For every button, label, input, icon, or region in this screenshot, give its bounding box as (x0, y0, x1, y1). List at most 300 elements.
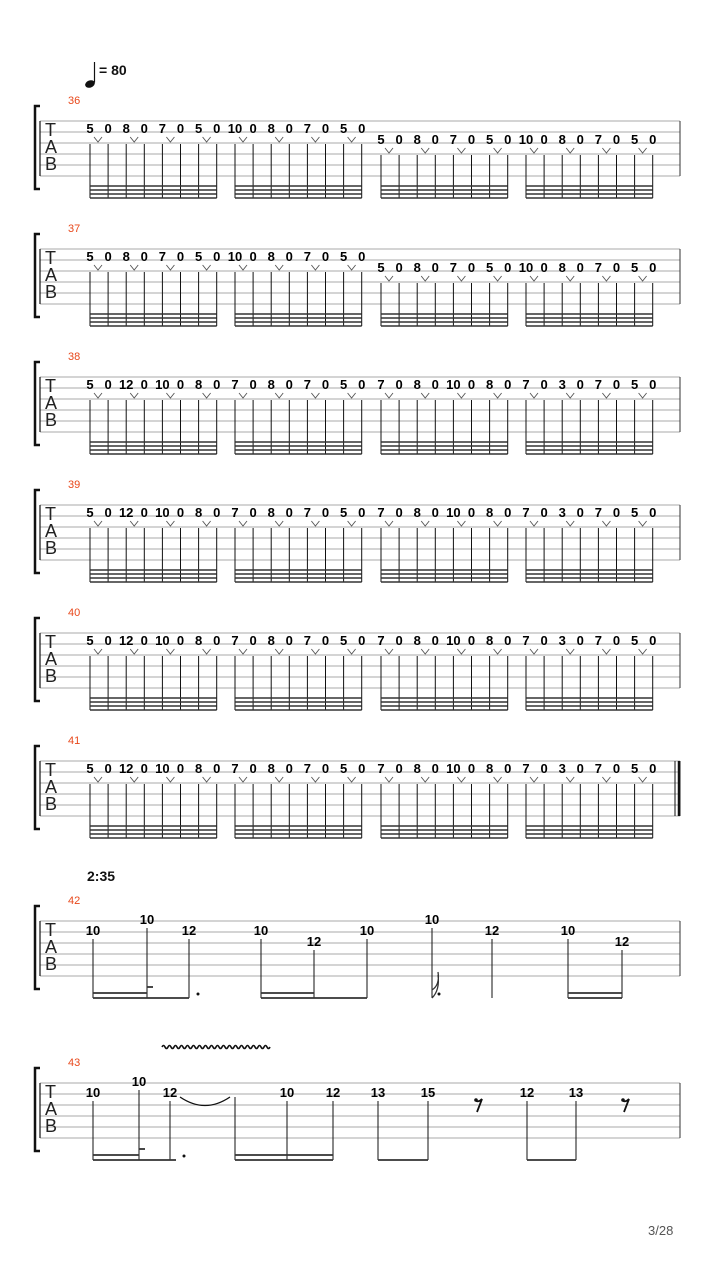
downstroke-icon (130, 137, 138, 142)
fret-number: 0 (612, 377, 621, 392)
fret-number: 7 (594, 132, 603, 147)
fret-number: 0 (176, 633, 185, 648)
downstroke-icon (457, 649, 465, 654)
downstroke-icon (639, 276, 647, 281)
fret-number: 0 (176, 121, 185, 136)
fret-number: 7 (231, 505, 239, 520)
fret-number: 0 (612, 260, 621, 275)
fret-number: 0 (467, 132, 476, 147)
fret-number: 5 (630, 132, 639, 147)
downstroke-icon (130, 265, 138, 270)
downstroke-icon (166, 393, 174, 398)
fret-number: 7 (522, 761, 530, 776)
tab-system-41 (35, 735, 680, 838)
fret-number: 0 (467, 761, 476, 776)
fret-number: 8 (558, 132, 566, 147)
downstroke-icon (348, 265, 356, 270)
downstroke-icon (385, 148, 393, 153)
fret-number: 0 (395, 633, 403, 648)
fret-number: 5 (339, 633, 348, 648)
fret-number: 8 (194, 377, 203, 392)
downstroke-icon (385, 276, 393, 281)
downstroke-icon (130, 521, 138, 526)
downstroke-icon (203, 521, 211, 526)
downstroke-icon (166, 137, 174, 142)
fret-number: 0 (504, 377, 512, 392)
fret-number: 0 (612, 132, 621, 147)
fret-number: 12 (306, 934, 322, 949)
fret-number: 5 (194, 249, 203, 264)
system-bracket (35, 362, 40, 445)
downstroke-icon (494, 276, 502, 281)
downstroke-icon (457, 393, 465, 398)
fret-number: 5 (630, 260, 639, 275)
fret-number: 7 (158, 249, 167, 264)
downstroke-icon (566, 393, 574, 398)
fret-number: 7 (231, 761, 239, 776)
downstroke-icon (602, 276, 610, 281)
fret-number: 8 (267, 249, 275, 264)
fret-number: 10 (560, 923, 576, 938)
downstroke-icon (494, 777, 502, 782)
fret-number: 5 (630, 505, 639, 520)
tab-clef-letter: B (45, 282, 58, 302)
fret-number: 7 (303, 505, 312, 520)
beat-group (377, 377, 511, 454)
downstroke-icon (494, 649, 502, 654)
fret-number: 5 (485, 260, 494, 275)
fret-number: 0 (140, 377, 148, 392)
fret-number: 0 (249, 505, 257, 520)
downstroke-icon (530, 649, 538, 654)
fret-number: 0 (540, 505, 548, 520)
downstroke-icon (530, 276, 538, 281)
tab-clef-letter: A (45, 393, 58, 413)
downstroke-icon (348, 521, 356, 526)
fret-number: 0 (395, 505, 403, 520)
tab-system-39 (35, 479, 680, 582)
downstroke-icon (130, 649, 138, 654)
downstroke-icon (130, 393, 138, 398)
fret-number: 0 (140, 505, 148, 520)
dot (197, 993, 200, 996)
fret-number: 0 (104, 505, 112, 520)
downstroke-icon (421, 777, 429, 782)
beat-group (86, 249, 220, 326)
downstroke-icon (566, 777, 574, 782)
fret-number: 5 (339, 249, 348, 264)
fret-number: 10 (155, 377, 170, 392)
tab-clef-letter: A (45, 265, 58, 285)
downstroke-icon (530, 148, 538, 153)
tab-clef-letter: B (45, 794, 58, 814)
downstroke-icon (203, 137, 211, 142)
fret-number: 0 (140, 761, 148, 776)
system-bracket (35, 106, 40, 189)
fret-number: 0 (612, 761, 621, 776)
fret-number: 0 (358, 761, 366, 776)
fret-number: 0 (285, 249, 293, 264)
downstroke-icon (602, 649, 610, 654)
fret-number: 10 (131, 1074, 147, 1089)
fret-number: 5 (339, 377, 348, 392)
tab-clef-letter: T (45, 1082, 56, 1102)
system-bracket (35, 906, 40, 989)
beat-group (377, 761, 511, 838)
fret-number: 8 (558, 260, 566, 275)
fret-number: 0 (612, 633, 621, 648)
fret-number: 0 (176, 249, 185, 264)
downstroke-icon (239, 521, 247, 526)
fret-number: 0 (431, 377, 439, 392)
downstroke-icon (530, 393, 538, 398)
fret-number: 8 (122, 121, 130, 136)
fret-number: 7 (594, 377, 603, 392)
fret-number: 0 (576, 132, 584, 147)
fret-number: 10 (155, 761, 170, 776)
downstroke-icon (275, 265, 283, 270)
fret-number: 10 (85, 923, 101, 938)
tab-clef-letter: A (45, 1099, 58, 1119)
fret-number: 8 (413, 260, 421, 275)
fret-number: 10 (155, 505, 170, 520)
fret-number: 12 (118, 505, 134, 520)
fret-number: 0 (321, 505, 330, 520)
fret-number: 0 (395, 132, 403, 147)
tab-clef-letter: T (45, 632, 56, 652)
fret-number: 0 (140, 249, 148, 264)
fret-number: 0 (467, 633, 476, 648)
downstroke-icon (457, 521, 465, 526)
fret-number: 0 (213, 761, 221, 776)
downstroke-icon (421, 276, 429, 281)
fret-number: 5 (485, 132, 494, 147)
fret-number: 8 (485, 761, 494, 776)
fret-number: 0 (358, 633, 366, 648)
fret-number: 0 (431, 761, 439, 776)
fret-number: 5 (194, 121, 203, 136)
system-bracket (35, 234, 40, 317)
tempo-label: = 80 (99, 62, 127, 78)
downstroke-icon (385, 649, 393, 654)
fret-number: 5 (86, 249, 94, 264)
fret-number: 0 (467, 260, 476, 275)
measure-number: 42 (68, 895, 81, 907)
fret-number: 8 (413, 633, 421, 648)
fret-number: 0 (104, 377, 112, 392)
fret-number: 7 (231, 633, 239, 648)
fret-number: 0 (649, 761, 657, 776)
beat-group (228, 249, 366, 326)
fret-number: 0 (104, 249, 112, 264)
fret-number: 0 (540, 761, 548, 776)
downstroke-icon (239, 777, 247, 782)
tie-arc (180, 1097, 230, 1106)
downstroke-icon (566, 148, 574, 153)
downstroke-icon (385, 521, 393, 526)
fret-number: 0 (540, 260, 548, 275)
fret-number: 5 (86, 761, 94, 776)
beat-group (86, 377, 220, 454)
fret-number: 10 (424, 912, 440, 927)
downstroke-icon (639, 148, 647, 153)
fret-number: 8 (267, 505, 275, 520)
fret-number: 0 (104, 121, 112, 136)
beat-group (228, 121, 366, 198)
fret-number: 0 (285, 505, 293, 520)
fret-number: 0 (431, 633, 439, 648)
fret-number: 0 (213, 249, 221, 264)
fret-number: 7 (231, 377, 239, 392)
fret-number: 0 (431, 260, 439, 275)
downstroke-icon (203, 393, 211, 398)
fret-number: 8 (413, 761, 421, 776)
tab-clef-letter: B (45, 410, 58, 430)
fret-number: 10 (446, 761, 461, 776)
fret-number: 0 (213, 121, 221, 136)
fret-number: 10 (446, 633, 461, 648)
fret-number: 5 (377, 132, 385, 147)
quarter-note-icon (84, 62, 96, 89)
beat-group (86, 121, 220, 198)
fret-number: 0 (649, 505, 657, 520)
fret-number: 0 (358, 377, 366, 392)
fret-number: 5 (86, 377, 94, 392)
fret-number: 0 (612, 505, 621, 520)
fret-number: 10 (518, 132, 534, 147)
beat-group (522, 633, 656, 710)
downstroke-icon (311, 777, 319, 782)
tab-clef-letter: T (45, 376, 56, 396)
fret-number: 0 (176, 505, 185, 520)
downstroke-icon (530, 777, 538, 782)
downstroke-icon (94, 393, 102, 398)
fret-number: 7 (303, 377, 312, 392)
fret-number: 0 (249, 249, 257, 264)
downstroke-icon (348, 393, 356, 398)
downstroke-icon (457, 148, 465, 153)
tab-clef-letter: B (45, 538, 58, 558)
fret-number: 0 (176, 377, 185, 392)
fret-number: 10 (227, 249, 243, 264)
system-bracket (35, 746, 40, 829)
measure-number: 43 (68, 1057, 81, 1069)
downstroke-icon (166, 521, 174, 526)
fret-number: 8 (267, 761, 275, 776)
downstroke-icon (203, 649, 211, 654)
downstroke-icon (421, 393, 429, 398)
downstroke-icon (602, 148, 610, 153)
downstroke-icon (239, 137, 247, 142)
fret-number: 10 (155, 633, 170, 648)
measure-number: 37 (68, 223, 81, 235)
fret-number: 7 (449, 132, 458, 147)
beat-group (522, 505, 656, 582)
fret-number: 0 (431, 132, 439, 147)
downstroke-icon (130, 777, 138, 782)
fret-number: 8 (413, 132, 421, 147)
fret-number: 10 (253, 923, 269, 938)
fret-number: 8 (194, 761, 203, 776)
fret-number: 0 (321, 377, 330, 392)
fret-number: 8 (267, 121, 275, 136)
fret-number: 0 (285, 633, 293, 648)
fret-number: 5 (630, 761, 639, 776)
fret-number: 0 (213, 377, 221, 392)
system-bracket (35, 1068, 40, 1151)
fret-number: 0 (431, 505, 439, 520)
fret-number: 0 (213, 505, 221, 520)
fret-number: 8 (267, 633, 275, 648)
fret-number: 0 (358, 121, 366, 136)
downstroke-icon (94, 777, 102, 782)
tab-system-38 (35, 351, 680, 454)
rest-dot (474, 1098, 478, 1102)
fret-number: 0 (649, 633, 657, 648)
tab-clef-letter: T (45, 760, 56, 780)
fret-number: 10 (279, 1085, 295, 1100)
fret-number: 10 (85, 1085, 101, 1100)
fret-number: 7 (303, 633, 312, 648)
fret-number: 7 (303, 761, 312, 776)
beat-group (231, 633, 365, 710)
beat-group (377, 505, 511, 582)
beat-group (86, 633, 220, 710)
fret-number: 0 (321, 121, 330, 136)
fret-number: 12 (181, 923, 197, 938)
fret-number: 5 (86, 633, 94, 648)
downstroke-icon (94, 521, 102, 526)
downstroke-icon (457, 777, 465, 782)
fret-number: 0 (649, 260, 657, 275)
fret-number: 10 (139, 912, 155, 927)
downstroke-icon (311, 521, 319, 526)
fret-number: 0 (504, 132, 512, 147)
downstroke-icon (348, 137, 356, 142)
fret-number: 12 (162, 1085, 178, 1100)
tab-clef-letter: B (45, 1116, 58, 1136)
fret-number: 3 (558, 377, 566, 392)
fret-number: 3 (558, 505, 566, 520)
fret-number: 12 (118, 761, 134, 776)
fret-number: 10 (518, 260, 534, 275)
tab-clef-letter: T (45, 504, 56, 524)
fret-number: 0 (504, 633, 512, 648)
fret-number: 10 (446, 377, 461, 392)
fret-number: 0 (467, 377, 476, 392)
dot (438, 993, 441, 996)
downstroke-icon (530, 521, 538, 526)
downstroke-icon (348, 777, 356, 782)
fret-number: 7 (158, 121, 167, 136)
fret-number: 8 (485, 377, 494, 392)
fret-number: 7 (594, 260, 603, 275)
downstroke-icon (203, 777, 211, 782)
downstroke-icon (639, 649, 647, 654)
fret-number: 5 (339, 761, 348, 776)
fret-number: 8 (485, 505, 494, 520)
downstroke-icon (421, 649, 429, 654)
downstroke-icon (421, 521, 429, 526)
downstroke-icon (602, 393, 610, 398)
tempo-marking (84, 62, 127, 89)
tab-clef-letter: B (45, 954, 58, 974)
fret-number: 0 (467, 505, 476, 520)
fret-number: 0 (540, 132, 548, 147)
downstroke-icon (239, 649, 247, 654)
fret-number: 0 (321, 761, 330, 776)
fret-number: 7 (303, 121, 312, 136)
downstroke-icon (602, 777, 610, 782)
fret-number: 0 (249, 121, 257, 136)
downstroke-icon (566, 521, 574, 526)
measure-number: 36 (68, 95, 81, 107)
fret-number: 10 (359, 923, 375, 938)
downstroke-icon (311, 137, 319, 142)
downstroke-icon (494, 393, 502, 398)
tab-clef-letter: B (45, 154, 58, 174)
fret-number: 8 (485, 633, 494, 648)
fret-number: 7 (377, 633, 385, 648)
fret-number: 3 (558, 761, 566, 776)
downstroke-icon (239, 265, 247, 270)
fret-number: 0 (649, 132, 657, 147)
fret-number: 12 (325, 1085, 341, 1100)
fret-number: 0 (395, 377, 403, 392)
fret-number: 15 (420, 1085, 436, 1100)
fret-number: 0 (576, 260, 584, 275)
fret-number: 5 (339, 505, 348, 520)
fret-number: 0 (576, 633, 584, 648)
page-number: 3/28 (648, 1223, 674, 1238)
fret-number: 5 (339, 121, 348, 136)
downstroke-icon (311, 265, 319, 270)
fret-number: 0 (540, 377, 548, 392)
downstroke-icon (457, 276, 465, 281)
downstroke-icon (166, 649, 174, 654)
fret-number: 0 (140, 121, 148, 136)
vibrato-icon (162, 1046, 270, 1049)
dot (183, 1155, 186, 1158)
tab-clef-letter: T (45, 920, 56, 940)
tab-clef-letter: A (45, 649, 58, 669)
measure-number: 38 (68, 351, 81, 363)
fret-number: 13 (568, 1085, 584, 1100)
fret-number: 0 (285, 377, 293, 392)
fret-number: 8 (413, 377, 421, 392)
downstroke-icon (602, 521, 610, 526)
downstroke-icon (166, 265, 174, 270)
fret-number: 7 (377, 505, 385, 520)
downstroke-icon (348, 649, 356, 654)
fret-number: 12 (614, 934, 630, 949)
fret-number: 7 (522, 505, 530, 520)
beat-group (86, 505, 220, 582)
fret-number: 12 (118, 377, 134, 392)
tab-clef-letter: B (45, 666, 58, 686)
fret-number: 12 (118, 633, 134, 648)
fret-number: 10 (446, 505, 461, 520)
fret-number: 7 (522, 377, 530, 392)
beat-group (522, 761, 656, 838)
fret-number: 7 (303, 249, 312, 264)
downstroke-icon (275, 137, 283, 142)
downstroke-icon (94, 137, 102, 142)
fret-number: 0 (104, 633, 112, 648)
fret-number: 7 (594, 505, 603, 520)
fret-number: 8 (122, 249, 130, 264)
tab-system-36 (35, 95, 680, 198)
